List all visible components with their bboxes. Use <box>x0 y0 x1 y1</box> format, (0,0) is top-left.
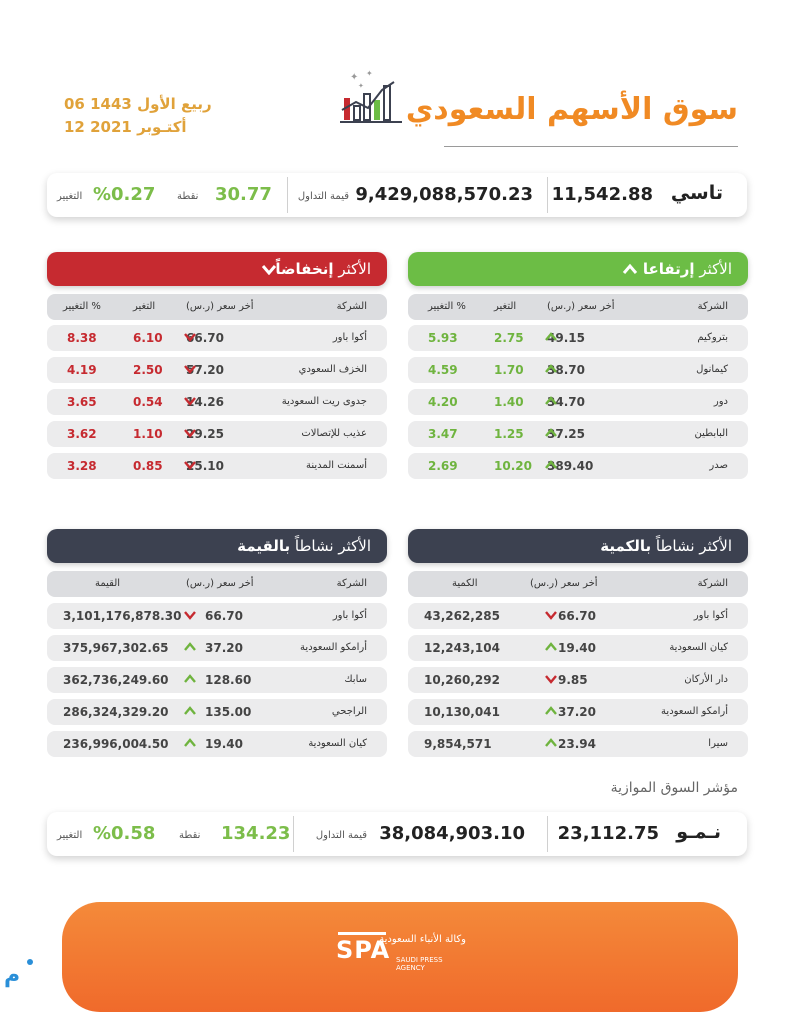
tasi-value: 11,542.88 <box>551 184 653 205</box>
trade-value: 286,324,329.20 <box>63 705 169 719</box>
nomu-change-label: التغيير <box>57 830 83 841</box>
price-change: 1.40 <box>494 395 524 409</box>
nomu-points-label: نقطة <box>179 830 201 841</box>
arrow-up-icon <box>183 640 197 654</box>
table-row <box>408 325 748 351</box>
last-price: 19.40 <box>558 641 596 655</box>
last-price: 23.94 <box>558 737 596 751</box>
table-row <box>408 357 748 383</box>
gainers-header: الأكثر إرتفاعا <box>408 252 748 286</box>
last-price: 57.20 <box>186 363 224 377</box>
company-name: أكوا باور <box>332 610 367 621</box>
tasi-points: 30.77 <box>215 184 272 205</box>
svg-text:✦: ✦ <box>358 82 364 90</box>
company-name: البابطين <box>694 428 728 439</box>
company-name: أرامكو السعودية <box>300 642 367 653</box>
percent-change: 3.65 <box>67 395 97 409</box>
arrow-up-icon <box>544 426 558 440</box>
last-price: 66.70 <box>205 609 243 623</box>
company-name: بتروكيم <box>697 332 728 343</box>
stock-chart-icon <box>338 68 408 130</box>
value-header: الأكثر نشاطاً بالقيمة <box>47 529 387 563</box>
company-name: دور <box>713 396 728 407</box>
company-name: كيان السعودية <box>669 642 728 653</box>
tasi-change: %0.27 <box>93 184 156 205</box>
company-name: دار الأركان <box>684 674 728 685</box>
table-row <box>47 421 387 447</box>
arrow-down-icon <box>183 362 197 376</box>
arrow-down-icon <box>183 458 197 472</box>
date-hijri: 06 ربيع الأول 1443 <box>64 95 212 113</box>
company-name: سيرا <box>708 738 728 749</box>
price-change: 1.10 <box>133 427 163 441</box>
trade-quantity: 10,130,041 <box>424 705 500 719</box>
last-price: 66.70 <box>558 609 596 623</box>
arrow-down-icon <box>183 330 197 344</box>
svg-text:✦: ✦ <box>366 69 373 78</box>
company-name: كيان السعودية <box>308 738 367 749</box>
svg-text:✦: ✦ <box>350 72 359 83</box>
trade-value: 236,996,004.50 <box>63 737 169 751</box>
value-column-header: الشركة أخر سعر (ر.س) القيمة <box>47 571 387 597</box>
percent-change: 4.19 <box>67 363 97 377</box>
percent-change: 3.62 <box>67 427 97 441</box>
last-price: 29.25 <box>186 427 224 441</box>
price-change: 1.70 <box>494 363 524 377</box>
title-underline <box>444 146 738 147</box>
arrow-up-icon <box>544 330 558 344</box>
losers-header: الأكثر إنخفاضاً <box>47 252 387 286</box>
nomu-value: 23,112.75 <box>557 823 659 844</box>
trade-quantity: 9,854,571 <box>424 737 492 751</box>
table-row <box>47 731 387 757</box>
arrow-down-icon <box>183 426 197 440</box>
last-price: 38.70 <box>547 363 585 377</box>
nomu-turnover-label: قيمة التداول <box>315 830 367 841</box>
arrow-up-icon <box>544 394 558 408</box>
percent-change: 4.59 <box>428 363 458 377</box>
company-name: الخزف السعودي <box>298 364 367 375</box>
svg-text:م: م <box>4 963 21 988</box>
arrow-up-icon <box>544 736 558 750</box>
percent-change: 8.38 <box>67 331 97 345</box>
tasi-change-label: التغيير <box>57 191 83 202</box>
last-price: 49.15 <box>547 331 585 345</box>
company-name: أكوا باور <box>693 610 728 621</box>
parallel-market-label: مؤشر السوق الموازية <box>610 780 738 796</box>
volume-column-header: الشركة أخر سعر (ر.س) الكمية <box>408 571 748 597</box>
date-gregorian: 12 أكتـوبر 2021 <box>64 118 187 136</box>
chevron-up-icon <box>622 263 638 275</box>
nomu-summary <box>47 812 747 856</box>
price-change: 10.20 <box>494 459 532 473</box>
company-name: أرامكو السعودية <box>661 706 728 717</box>
tasi-turnover-label: قيمة التداول <box>297 191 349 202</box>
table-row <box>47 635 387 661</box>
percent-change: 3.28 <box>67 459 97 473</box>
table-row <box>47 389 387 415</box>
table-row <box>408 667 748 693</box>
table-row <box>47 453 387 479</box>
trade-value: 375,967,302.65 <box>63 641 169 655</box>
company-name: عذيب للإتصالات <box>301 428 367 439</box>
page-title: سوق الأسهم السعودي <box>405 92 738 127</box>
table-row <box>47 603 387 629</box>
price-change: 0.85 <box>133 459 163 473</box>
table-row <box>408 421 748 447</box>
trade-value: 362,736,249.60 <box>63 673 169 687</box>
arrow-down-icon <box>183 394 197 408</box>
table-row <box>408 603 748 629</box>
tasi-summary <box>47 173 747 217</box>
last-price: 37.25 <box>547 427 585 441</box>
company-name: جدوى ريت السعودية <box>281 396 367 407</box>
last-price: 135.00 <box>205 705 252 719</box>
last-price: 37.20 <box>205 641 243 655</box>
table-row <box>408 635 748 661</box>
arrow-up-icon <box>544 362 558 376</box>
table-row <box>408 389 748 415</box>
last-price: 9.85 <box>558 673 588 687</box>
chevron-down-icon <box>261 263 277 275</box>
gainers-column-header: الشركة أخر سعر (ر.س) التغير التغيير % <box>408 294 748 320</box>
percent-change: 4.20 <box>428 395 458 409</box>
last-price: 25.10 <box>186 459 224 473</box>
last-price: 128.60 <box>205 673 252 687</box>
percent-change: 2.69 <box>428 459 458 473</box>
table-row <box>47 325 387 351</box>
table-row <box>47 699 387 725</box>
nomu-turnover: 38,084,903.10 <box>379 823 525 844</box>
last-price: 34.70 <box>547 395 585 409</box>
company-name: سابك <box>344 674 367 685</box>
company-name: صدر <box>709 460 728 471</box>
tasi-name: تاسي <box>670 182 723 204</box>
nomu-name: نـمـو <box>676 821 721 843</box>
arrow-down-icon <box>183 608 197 622</box>
arrow-up-icon <box>544 458 558 472</box>
arrow-up-icon <box>183 672 197 686</box>
last-price: 66.70 <box>186 331 224 345</box>
price-change: 2.50 <box>133 363 163 377</box>
nomu-change: %0.58 <box>93 823 156 844</box>
table-row <box>408 699 748 725</box>
company-name: كيمانول <box>696 364 728 375</box>
trade-value: 3,101,176,878.30 <box>63 609 182 623</box>
table-row <box>47 357 387 383</box>
trade-quantity: 43,262,285 <box>424 609 500 623</box>
last-price: 389.40 <box>547 459 594 473</box>
last-price: 37.20 <box>558 705 596 719</box>
nomu-points: 134.23 <box>221 823 291 844</box>
arrow-down-icon <box>544 672 558 686</box>
tasi-points-label: نقطة <box>177 191 199 202</box>
arrow-up-icon <box>544 704 558 718</box>
price-change: 1.25 <box>494 427 524 441</box>
price-change: 2.75 <box>494 331 524 345</box>
trade-quantity: 12,243,104 <box>424 641 500 655</box>
company-name: أكوا باور <box>332 332 367 343</box>
arrow-up-icon <box>183 704 197 718</box>
company-name: أسمنت المدينة <box>306 460 367 471</box>
arrow-up-icon <box>544 640 558 654</box>
tasi-turnover: 9,429,088,570.23 <box>355 184 533 205</box>
losers-column-header: الشركة أخر سعر (ر.س) التغير التغيير % <box>47 294 387 320</box>
last-price: 14.26 <box>186 395 224 409</box>
arrow-down-icon <box>544 608 558 622</box>
last-price: 19.40 <box>205 737 243 751</box>
price-change: 6.10 <box>133 331 163 345</box>
watermark-logo <box>2 952 44 989</box>
volume-header: الأكثر نشاطاً بالكمية <box>408 529 748 563</box>
spa-logo: SPA وكالة الأنباء السعودية SAUDI PRESS AGENCY <box>336 934 466 972</box>
price-change: 0.54 <box>133 395 163 409</box>
table-row <box>408 453 748 479</box>
percent-change: 3.47 <box>428 427 458 441</box>
table-row <box>47 667 387 693</box>
trade-quantity: 10,260,292 <box>424 673 500 687</box>
percent-change: 5.93 <box>428 331 458 345</box>
table-row <box>408 731 748 757</box>
arrow-up-icon <box>183 736 197 750</box>
company-name: الراجحي <box>331 706 367 717</box>
